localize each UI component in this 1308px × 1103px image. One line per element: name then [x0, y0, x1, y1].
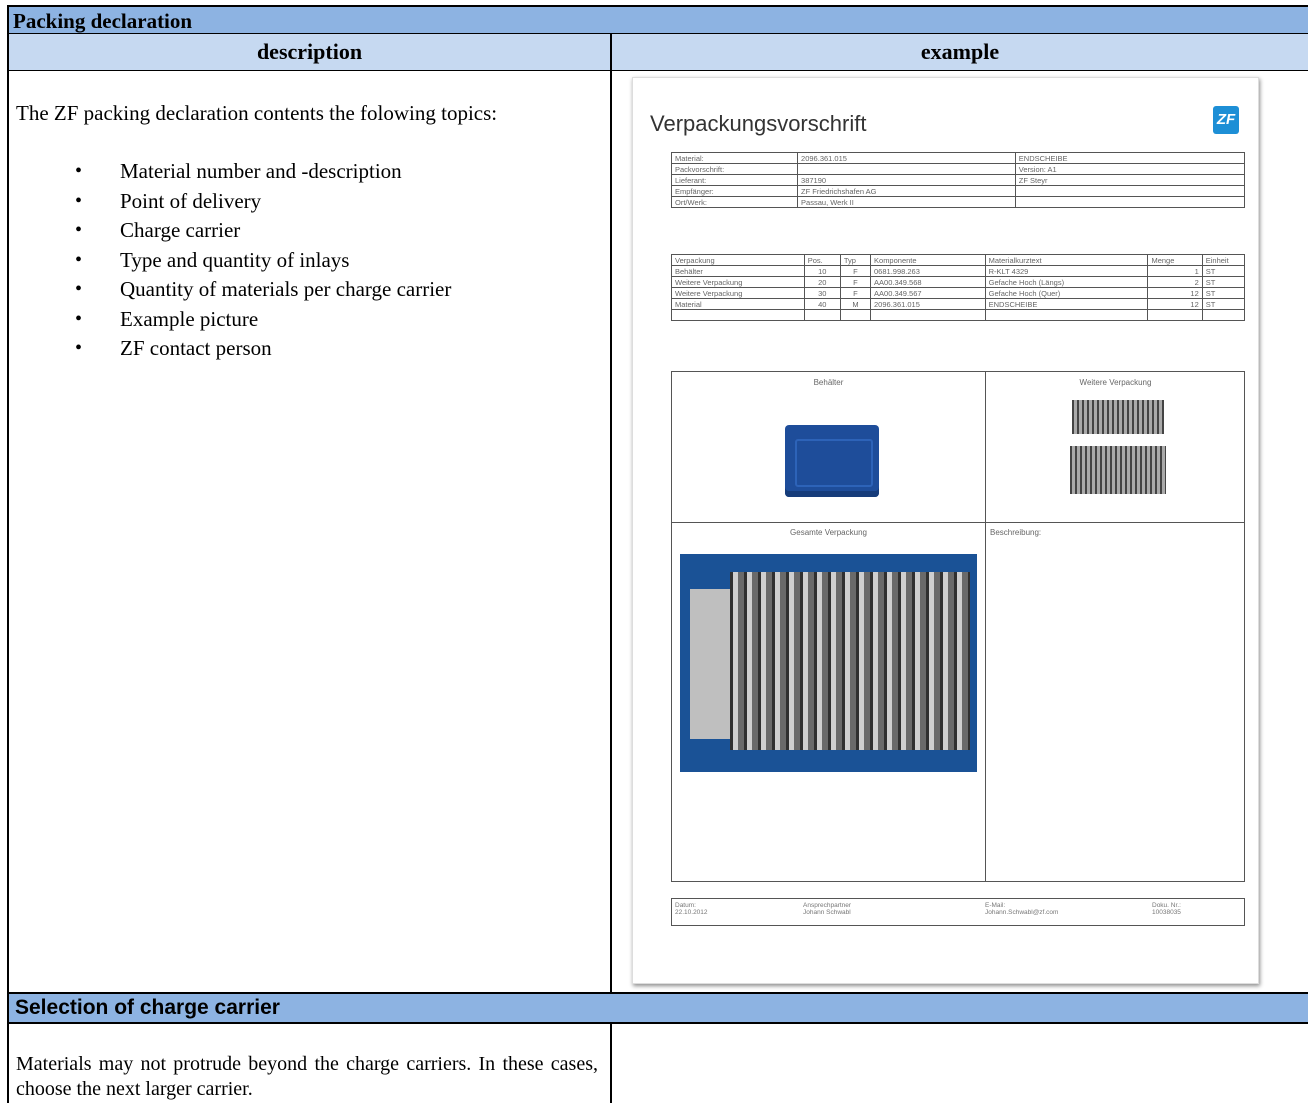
list-item: • Material number and -description — [9, 157, 451, 187]
table-cell: ZF Steyr — [1015, 175, 1244, 186]
column-divider — [610, 34, 612, 992]
table-cell — [871, 310, 986, 321]
list-item: • Quantity of materials per charge carrier — [9, 275, 451, 305]
table-cell: Weitere Verpackung — [672, 288, 805, 299]
list-item: • Charge carrier — [9, 216, 451, 246]
column-header-example: example — [612, 34, 1308, 71]
table-cell: Empfänger: — [672, 186, 798, 197]
table-row — [672, 277, 1245, 288]
list-item: • ZF contact person — [9, 334, 451, 364]
table-cell: 20 — [804, 277, 840, 288]
table-cell: 10 — [804, 266, 840, 277]
table-cell: F — [840, 288, 870, 299]
grid-divider-vertical — [985, 372, 986, 881]
document-footer — [671, 898, 1245, 926]
table-cell: Behälter — [672, 266, 805, 277]
column-header: Komponente — [871, 255, 986, 266]
table-cell: ZF Friedrichshafen AG — [798, 186, 1016, 197]
table-row — [672, 299, 1245, 310]
table-row — [672, 164, 1245, 175]
table-cell: 387190 — [798, 175, 1016, 186]
topics-list — [9, 157, 451, 364]
parts-table — [671, 254, 1245, 321]
column-header: Materialkurztext — [985, 255, 1148, 266]
table-cell — [798, 164, 1016, 175]
footer-contact-value: Johann Schwabl — [803, 909, 851, 916]
table-row — [672, 153, 1245, 164]
caption-total-packaging: Gesamte Verpackung — [790, 528, 867, 537]
table-cell: Lieferant: — [672, 175, 798, 186]
table-cell: AA00.349.567 — [871, 288, 986, 299]
list-item: • Example picture — [9, 305, 451, 335]
table-cell: Gefache Hoch (Quer) — [985, 288, 1148, 299]
table-cell: F — [840, 277, 870, 288]
footer-date-value: 22.10.2012 — [675, 909, 708, 916]
table-row — [672, 175, 1245, 186]
table-cell — [985, 310, 1148, 321]
table-cell: Version: A1 — [1015, 164, 1244, 175]
inlay-image-bottom — [1070, 446, 1166, 494]
table-cell: 2 — [1148, 277, 1202, 288]
footer-doc-value: 10038035 — [1152, 909, 1181, 916]
column-header-description: description — [9, 34, 610, 71]
table-cell: Gefache Hoch (Längs) — [985, 277, 1148, 288]
container-image — [785, 425, 879, 497]
intro-text: The ZF packing declaration contents the folowing topics: — [16, 101, 498, 125]
table-cell: 40 — [804, 299, 840, 310]
description-cell — [9, 71, 610, 992]
photo-discs — [730, 572, 970, 750]
table-cell: Material — [672, 299, 805, 310]
table-cell — [1202, 310, 1244, 321]
footer-email — [985, 902, 1058, 916]
footer-date-label: Datum: — [675, 902, 696, 909]
example-document — [632, 77, 1259, 984]
table-header-row — [672, 255, 1245, 266]
table-cell: ST — [1202, 299, 1244, 310]
table-cell: 0681.998.263 — [871, 266, 986, 277]
caption-more-packaging: Weitere Verpackung — [1079, 378, 1152, 387]
table-cell: Passau, Werk II — [798, 197, 1016, 208]
table-row — [672, 186, 1245, 197]
table-row — [672, 288, 1245, 299]
list-item: • Point of delivery — [9, 187, 451, 217]
column-header: Einheit — [1202, 255, 1244, 266]
table-cell: ENDSCHEIBE — [1015, 153, 1244, 164]
caption-container: Behälter — [813, 378, 844, 387]
table-cell: ST — [1202, 277, 1244, 288]
column-divider — [610, 1024, 612, 1103]
table-cell — [1015, 186, 1244, 197]
table-cell: 2096.361.015 — [871, 299, 986, 310]
footer-doc — [1152, 902, 1181, 916]
table-cell — [672, 310, 805, 321]
list-item: • Type and quantity of inlays — [9, 246, 451, 276]
table-cell: R-KLT 4329 — [985, 266, 1148, 277]
section-header-selection — [9, 992, 1308, 1024]
total-packaging-cell — [672, 522, 985, 883]
table-cell: Material: — [672, 153, 798, 164]
table-cell: Weitere Verpackung — [672, 277, 805, 288]
table-cell: Ort/Werk: — [672, 197, 798, 208]
column-header: Pos. — [804, 255, 840, 266]
table-cell: 12 — [1148, 299, 1202, 310]
table-cell — [1148, 310, 1202, 321]
caption-description: Beschreibung: — [990, 528, 1042, 537]
section-title: Packing declaration — [13, 9, 193, 33]
column-header: Verpackung — [672, 255, 805, 266]
table-cell: M — [840, 299, 870, 310]
table-row — [672, 197, 1245, 208]
table-cell: AA00.349.568 — [871, 277, 986, 288]
footer-doc-label: Doku. Nr.: — [1152, 902, 1181, 909]
table-cell — [840, 310, 870, 321]
table-cell: Packvorschrift: — [672, 164, 798, 175]
inlay-image-top — [1072, 400, 1164, 434]
table-cell — [804, 310, 840, 321]
table-cell: 30 — [804, 288, 840, 299]
section-header-packing-declaration — [9, 7, 1308, 34]
section-title: Selection of charge carrier — [15, 996, 280, 1019]
table-cell — [1015, 197, 1244, 208]
table-cell: ST — [1202, 266, 1244, 277]
table-row — [672, 266, 1245, 277]
footer-contact-label: Ansprechpartner — [803, 902, 852, 909]
table-cell: F — [840, 266, 870, 277]
footer-email-label: E-Mail: — [985, 902, 1006, 909]
selection-text: Materials may not protrude beyond the charge carriers. In these cases, choose the next larger carrier. — [16, 1053, 598, 1100]
table-cell: 12 — [1148, 288, 1202, 299]
column-header: Typ — [840, 255, 870, 266]
table-row — [672, 310, 1245, 321]
footer-contact — [803, 902, 851, 916]
zf-logo: ZF — [1213, 106, 1239, 134]
footer-date — [675, 902, 708, 916]
table-cell: 2096.361.015 — [798, 153, 1016, 164]
footer-email-value: Johann.Schwabl@zf.com — [985, 909, 1059, 916]
table-cell: ST — [1202, 288, 1244, 299]
total-packaging-photo — [680, 554, 977, 772]
picture-grid — [671, 371, 1245, 882]
table-cell: 1 — [1148, 266, 1202, 277]
table-cell: ENDSCHEIBE — [985, 299, 1148, 310]
example-doc-title: Verpackungsvorschrift — [650, 111, 867, 136]
column-header: Menge — [1148, 255, 1202, 266]
header-info-table — [671, 152, 1245, 208]
